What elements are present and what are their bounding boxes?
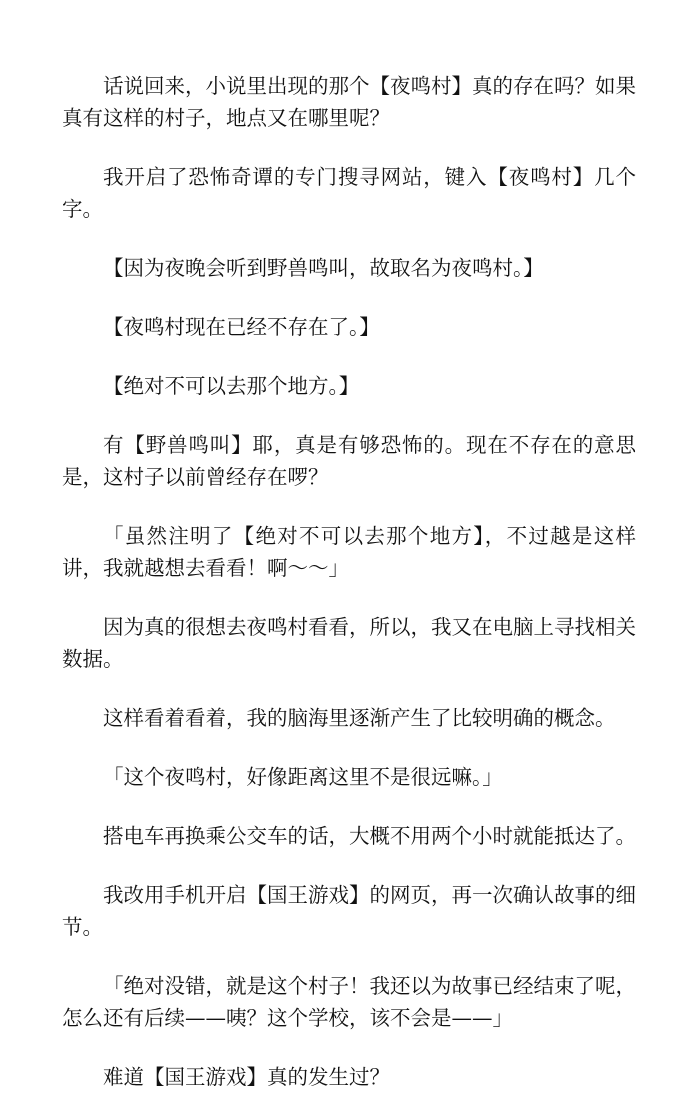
paragraph-14: 难道【国王游戏】真的发生过？: [103, 1065, 390, 1089]
paragraph-2: 我开启了恐怖奇谭的专门搜寻网站，键入【夜鸣村】几个字。: [62, 165, 636, 221]
document-page: [62, 70, 636, 1120]
paragraph-9: 这样看着看着，我的脑海里逐渐产生了比较明确的概念。: [103, 706, 616, 730]
paragraph-13: 「绝对没错，就是这个村子！我还以为故事已经结束了呢，怎么还有后续——咦？这个学校，该不会是——」: [62, 974, 636, 1030]
paragraph-3: 【因为夜晚会听到野兽鸣叫，故取名为夜鸣村。】: [103, 256, 544, 280]
paragraph-11: 搭电车再换乘公交车的话，大概不用两个小时就能抵达了。: [103, 824, 636, 848]
paragraph-10: 「这个夜鸣村，好像距离这里不是很远嘛。」: [103, 765, 503, 789]
paragraph-5: 【绝对不可以去那个地方。】: [103, 374, 360, 398]
paragraph-6: 有【野兽鸣叫】耶，真是有够恐怖的。现在不存在的意思是，这村子以前曾经存在啰？: [62, 433, 636, 489]
paragraph-8: 因为真的很想去夜鸣村看看，所以，我又在电脑上寻找相关数据。: [62, 615, 636, 671]
paragraph-1: 话说回来，小说里出现的那个【夜鸣村】真的存在吗？如果真有这样的村子，地点又在哪里呢？: [62, 74, 636, 130]
paragraph-12: 我改用手机开启【国王游戏】的网页，再一次确认故事的细节。: [62, 883, 636, 939]
paragraph-4: 【夜鸣村现在已经不存在了。】: [103, 315, 380, 339]
paragraph-7: 「虽然注明了【绝对不可以去那个地方】，不过越是这样讲，我就越想去看看！啊～～」: [62, 524, 636, 580]
